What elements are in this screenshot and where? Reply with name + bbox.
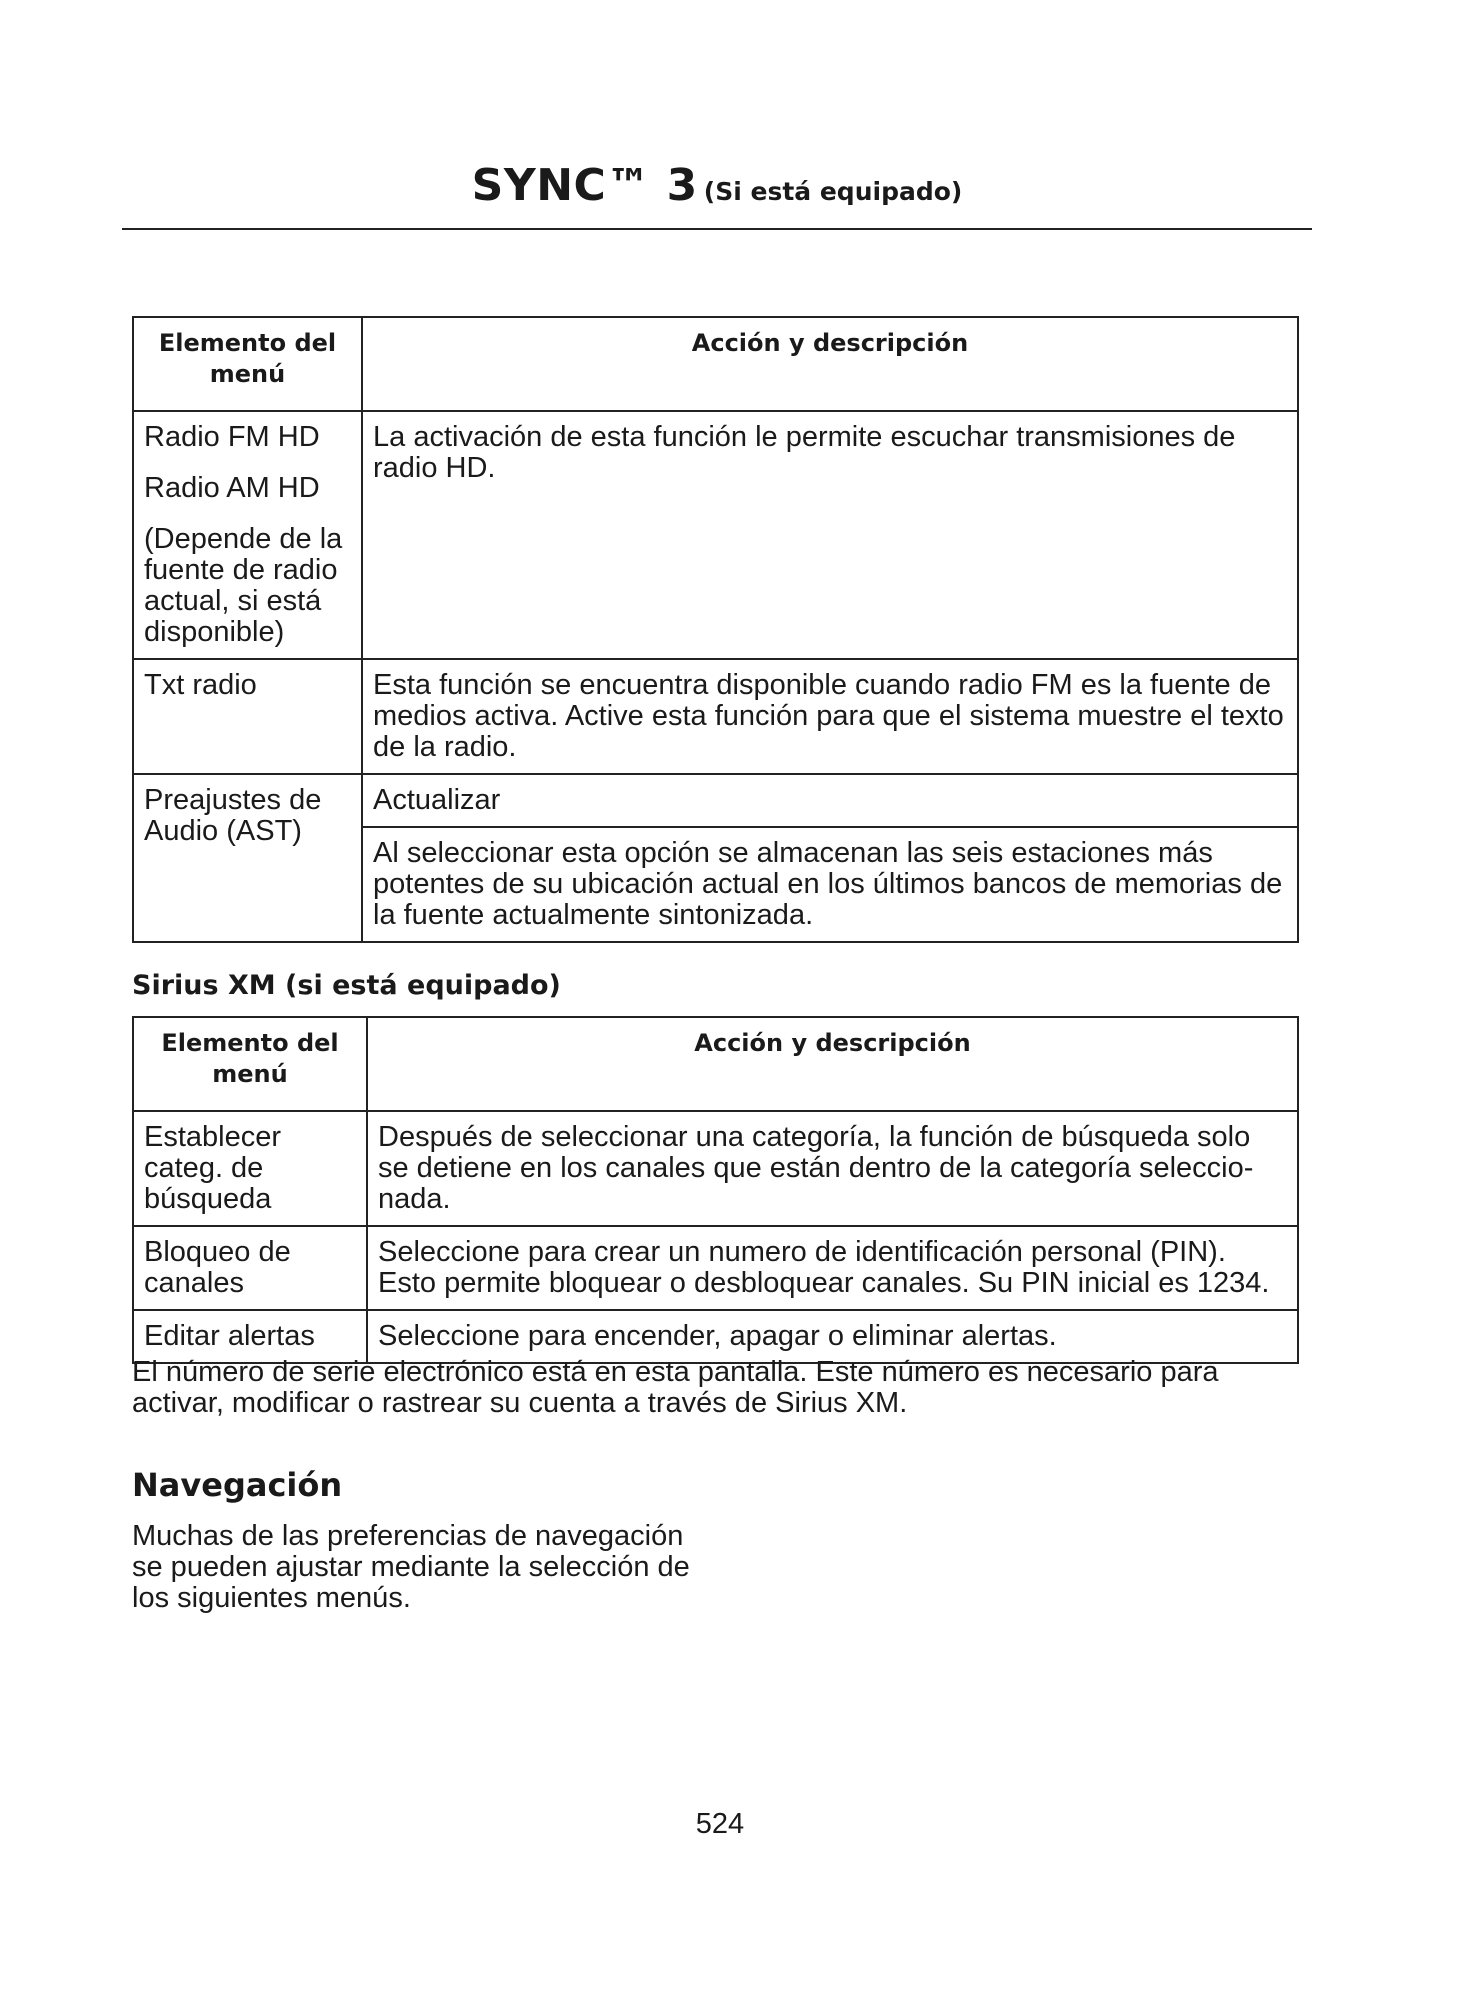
header-divider xyxy=(122,228,1312,230)
menu-item-am-hd: Radio AM HD xyxy=(144,472,320,504)
description-cell: Esta función se encuentra disponible cuando radio FM es la fuente de medios activa. Active esta función para que el sistema muestre el texto de la radio. xyxy=(362,659,1298,774)
column-header-description: Acción y descripción xyxy=(367,1017,1298,1111)
table-row xyxy=(133,1111,1298,1226)
menu-item-cell xyxy=(133,411,362,659)
table-row xyxy=(133,659,1298,774)
description-cell: Seleccione para crear un numero de identificación personal (PIN). Esto permite bloquear o desbloquear canales. Su PIN inicial es 1234. xyxy=(367,1226,1298,1310)
radio-menu-table xyxy=(132,316,1299,943)
column-header-description: Acción y descripción xyxy=(362,317,1298,411)
description-cell: La activación de esta función le permite escuchar transmisiones de radio HD. xyxy=(362,411,1298,659)
table-row xyxy=(133,411,1298,659)
menu-item-fm-hd: Radio FM HD xyxy=(144,421,320,453)
page-number: 524 xyxy=(695,1808,745,1840)
navigation-text: Muchas de las preferencias de navegación se pueden ajustar mediante la selección de los siguientes menús. xyxy=(132,1520,690,1614)
menu-item-cell: Txt radio xyxy=(133,659,362,774)
table-header-row xyxy=(133,317,1298,411)
sirius-note: El número de serie electrónico está en esta pantalla. Este número es necesario para activar, modificar o rastrear su cuenta a través de Sirius XM. xyxy=(132,1356,1219,1419)
table-row xyxy=(133,1226,1298,1310)
description-cell: Seleccione para encender, apagar o eliminar alertas. xyxy=(367,1310,1298,1363)
menu-item-cell: Preajustes de Audio (AST) xyxy=(133,774,362,942)
menu-item-cell: Establecer categ. de búsqueda xyxy=(133,1111,367,1226)
table-header-row xyxy=(133,1017,1298,1111)
table-row xyxy=(133,774,1298,827)
menu-item-cell: Bloqueo de canales xyxy=(133,1226,367,1310)
column-header-item: Elemento del menú xyxy=(133,1017,367,1111)
navigation-heading: Navegación xyxy=(132,1466,343,1504)
sirius-heading: Sirius XM (si está equipado) xyxy=(132,970,561,1001)
column-header-item: Elemento del menú xyxy=(133,317,362,411)
page-subtitle: (Si está equipado) xyxy=(703,177,963,206)
description-cell: Después de seleccionar una categoría, la función de búsqueda solo se detiene en los canales que están dentro de la categoría seleccionada. xyxy=(367,1111,1298,1226)
sirius-menu-table xyxy=(132,1016,1299,1364)
description-cell: Al seleccionar esta opción se almacenan las seis estaciones más potentes de su ubicación actual en los últimos bancos de memorias de la fuente actualmente sintonizada. xyxy=(362,827,1298,942)
page-title: SYNC™ 3 xyxy=(471,160,698,211)
action-cell: Actualizar xyxy=(362,774,1298,827)
menu-item-note: (Depende de la fuente de radio actual, si está disponible) xyxy=(144,523,343,648)
page-header xyxy=(122,160,1312,211)
menu-item-cell: Editar alertas xyxy=(133,1310,367,1363)
